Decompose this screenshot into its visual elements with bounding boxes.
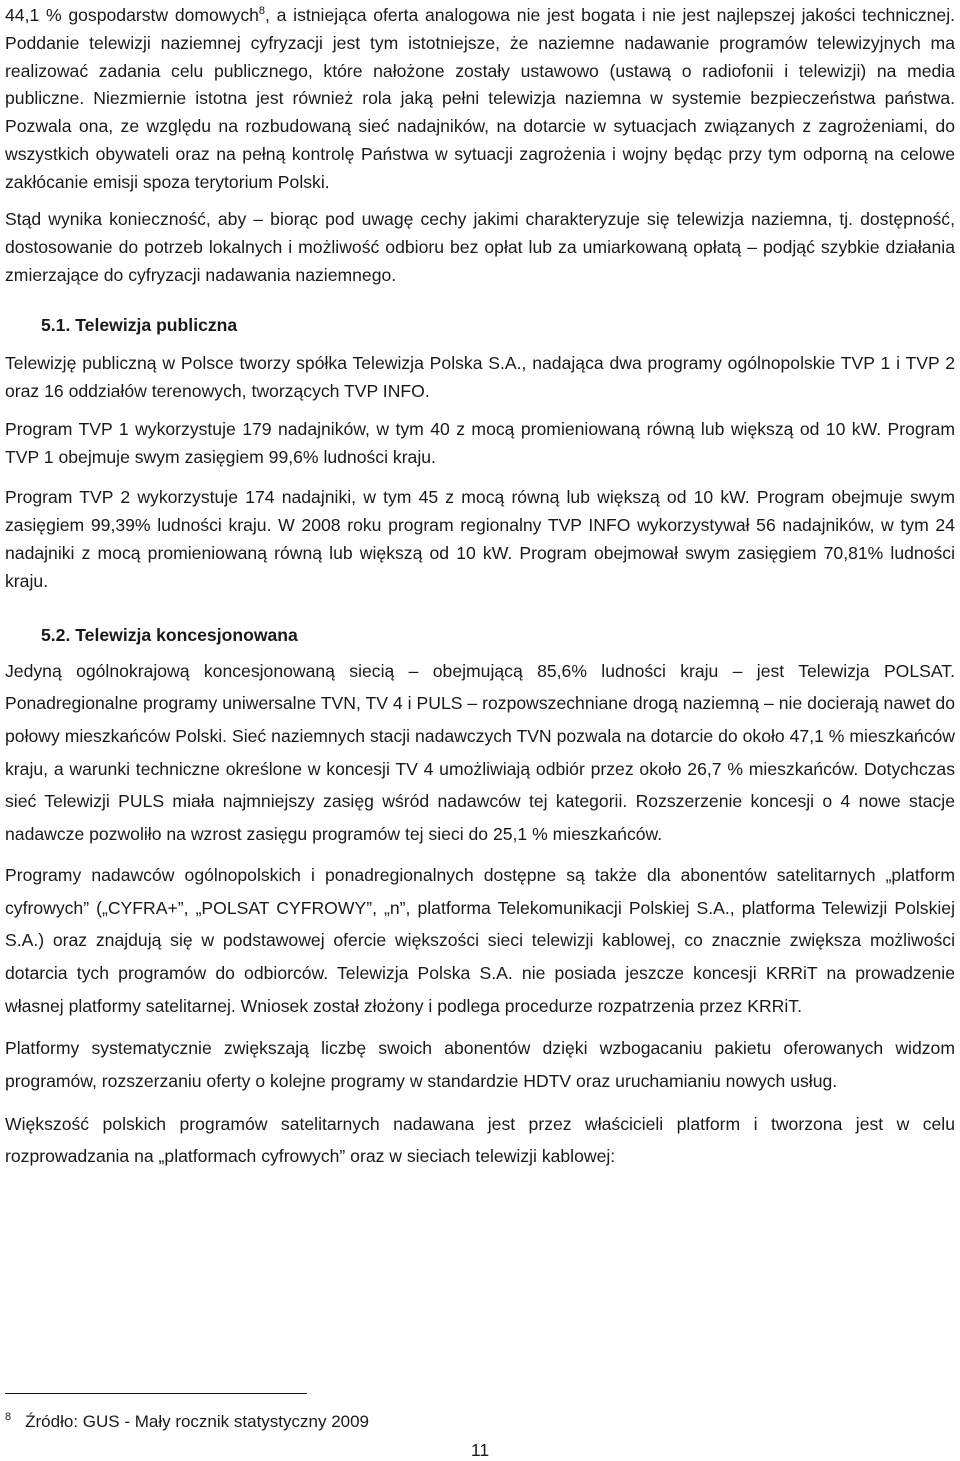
paragraph-necessity: Stąd wynika konieczność, aby – biorąc pod uwagę cechy jakimi charakteryzuje się telewizja naziemna, tj. dostępność, dostosowanie do potrzeb lokalnych i możliwość odbioru bez opłat lub za umiarkowaną opłatą – podjąć szybkie działania zmierzające do cyfryzacji nadawania naziemnego. bbox=[5, 208, 955, 285]
footnote-text: Źródło: GUS - Mały rocznik statystyczny 2009 bbox=[25, 1412, 370, 1431]
paragraph-tvp1: Program TVP 1 wykorzystuje 179 nadajników, w tym 40 z mocą promieniowaną równą lub większą od 10 kW. Program TVP 1 obejmuje swym zasięgiem 99,6% ludności kraju. bbox=[5, 418, 955, 467]
section-heading-public-tv: 5.1. Telewizja publiczna bbox=[41, 314, 238, 335]
document-page bbox=[5, 0, 955, 1460]
page-number: 11 bbox=[470, 1440, 490, 1460]
paragraph-platform-growth: Platformy systematycznie zwiększają liczbę swoich abonentów dzięki wzbogacaniu pakietu oferowanych widzom programów, rozszerzaniu oferty o kolejne programy w standardzie HDTV oraz uruchamianiu nowych usług. bbox=[5, 1038, 955, 1092]
paragraph-text: 44,1 % gospodarstw domowych bbox=[5, 5, 259, 25]
paragraph-satellite-programs: Większość polskich programów satelitarnych nadawana jest przez właścicieli platform i tworzona jest w celu rozprowadzania na „platformach cyfrowych” oraz w sieciach telewizji kablowej: bbox=[5, 1113, 955, 1167]
paragraph-licensed-tv: Jedyną ogólnokrajową koncesjonowaną siecią – obejmującą 85,6% ludności kraju – jest Telewizja POLSAT. Ponadregionalne programy uniwersalne TVN, TV 4 i PULS – rozpowszechniane drogą naziemną – nie docierają nawet do połowy mieszkańców Polski. Sieć naziemnych stacji nadawczych TVN pozwala na dotarcie do około 47,1 % mieszkańców kraju, a warunki techniczne określone w koncesji TV 4 umożliwiają odbiór przez około 26,7 % mieszkańców. Dotychczas sieć Telewizji PULS miała najmniejszy zasięg wśród nadawców tej kategorii. Rozszerzenie koncesji o 4 nowe stacje nadawcze pozwoliło na wzrost zasięgu programów tej sieci do 25,1 % mieszkańców. bbox=[5, 660, 955, 845]
footnote-mark: 8 bbox=[5, 1411, 12, 1424]
footnote-separator bbox=[5, 1393, 307, 1394]
paragraph-tvp2: Program TVP 2 wykorzystuje 174 nadajniki, w tym 45 z mocą równą lub większą od 10 kW. Program obejmuje swym zasięgiem 99,39% ludności kraju. W 2008 roku program regionalny TVP INFO wykorzystywał 56 nadajników, w tym 24 nadajniki z mocą promieniowaną równą lub większą od 10 kW. Program obejmował swym zasięgiem 70,81% ludności kraju. bbox=[5, 486, 955, 591]
section-heading-licensed-tv: 5.2. Telewizja koncesjonowana bbox=[41, 624, 298, 645]
paragraph-satellite-platforms: Programy nadawców ogólnopolskich i ponadregionalnych dostępne są także dla abonentów satelitarnych „platform cyfrowych” („CYFRA+”, „POLSAT CYFROWY”, „n”, platforma Telekomunikacji Polskiej S.A., platforma Telewizji Polskiej S.A.) oraz znajdują się w podstawowej ofercie większości sieci telewizji kablowej, co znacznie zwiększa możliwości dotarcia tych programów do odbiorców. Telewizja Polska S.A. nie posiada jeszcze koncesji KRRiT na prowadzenie własnej platformy satelitarnej. Wniosek został złożony i podlega procedurze rozpatrzenia przez KRRiT. bbox=[5, 864, 955, 1016]
paragraph-text: , a istniejąca oferta analogowa nie jest bogata i nie jest najlepszej jakości technicznej. Poddanie telewizji naziemnej cyfryzacji jest tym istotniejsze, że naziemne nadawanie programów telewizyjnych ma realizować zadania celu publicznego, które nałożone zostały ustawowo (ustawą o radiofonii i telewizji) na media publiczne. Niezmiernie istotna jest również rola jaką pełni telewizja naziemna w systemie bezpieczeństwa państwa. Pozwala ona, ze względu na rozbudowaną sieć nadajników, na dotarcie w sytuacjach związanych z zagrożeniami, do wszystkich obywateli oraz na pełną kontrolę Państwa w sytuacji zagrożenia i wojny będąc przy tym odporną na celowe zakłócanie emisji spoza terytorium Polski. bbox=[5, 5, 955, 192]
paragraph-public-tv: Telewizję publiczną w Polsce tworzy spółka Telewizja Polska S.A., nadająca dwa programy ogólnopolskie TVP 1 i TVP 2 oraz 16 oddziałów terenowych, tworzących TVP INFO. bbox=[5, 352, 955, 401]
footnote bbox=[5, 1410, 369, 1434]
paragraph-digitization bbox=[5, 2, 955, 197]
footnote-reference[interactable]: 8 bbox=[258, 5, 266, 18]
